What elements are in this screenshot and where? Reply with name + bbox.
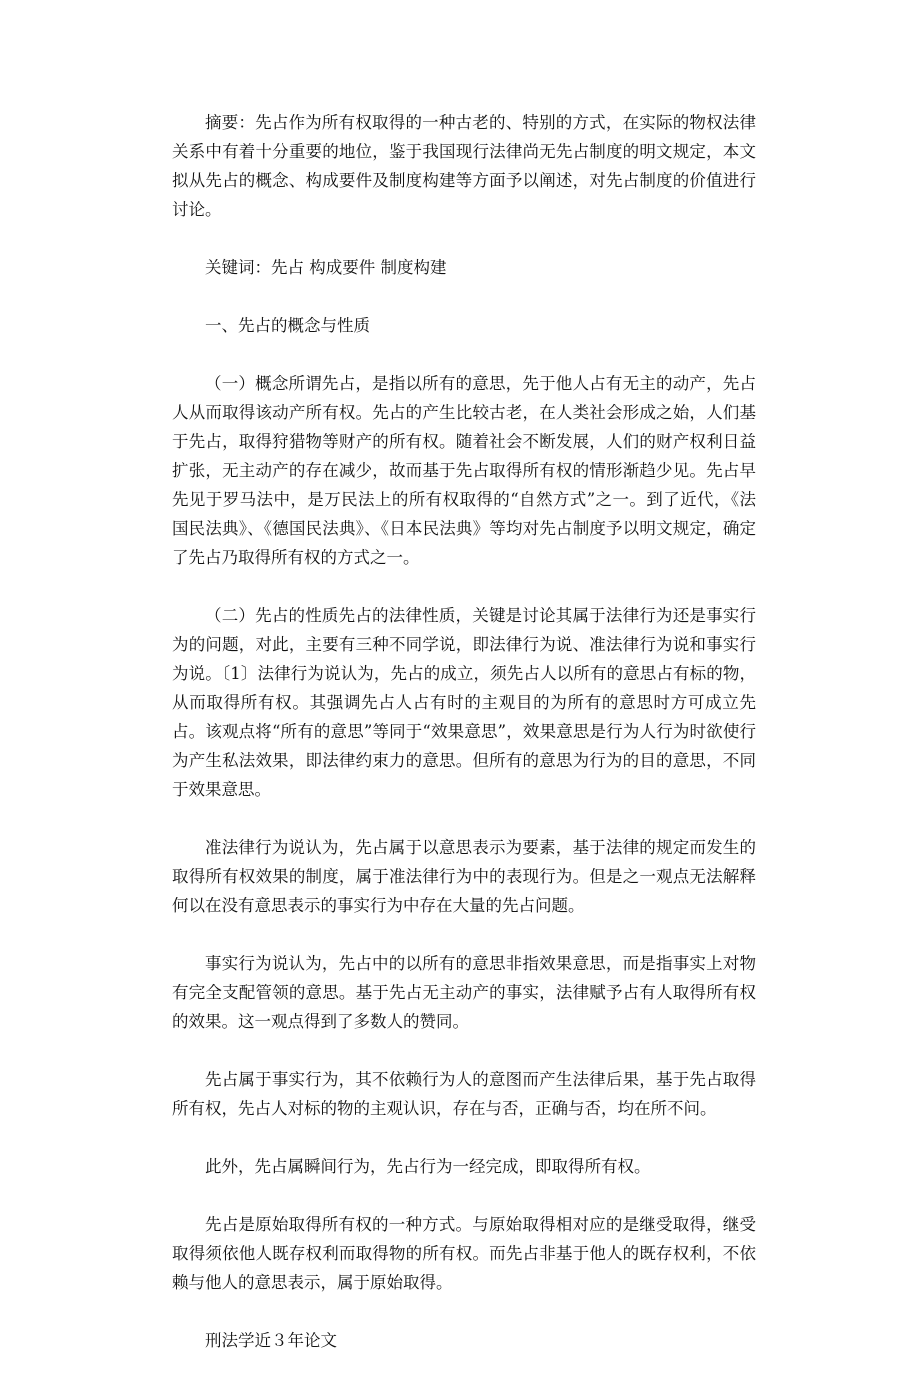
keywords-paragraph: 关键词：先占 构成要件 制度构建 <box>205 258 447 277</box>
quasi-legal-act-paragraph: 准法律行为说认为，先占属于以意思表示为要素，基于法律的规定而发生的取得所有权效果的制度，属于准法律行为中的表现行为。但是之一观点无法解释何以在没有意思表示的事实行为中存在大量的先占问题。 <box>172 838 756 915</box>
factual-act-paragraph: 事实行为说认为，先占中的以所有的意思非指效果意思，而是指事实上对物有完全支配管领的意思。基于先占无主动产的事实，法律赋予占有人取得所有权的效果。这一观点得到了多数人的赞同。 <box>172 954 756 1031</box>
footer-title-paragraph: 刑法学近３年论文 <box>205 1331 337 1350</box>
document-body <box>172 108 756 1384</box>
instant-act-paragraph: 此外，先占属瞬间行为，先占行为一经完成，即取得所有权。 <box>205 1157 651 1176</box>
original-acquisition-paragraph: 先占是原始取得所有权的一种方式。与原始取得相对应的是继受取得，继受取得须依他人既存权利而取得物的所有权。而先占非基于他人的既存权利，不依赖与他人的意思表示，属于原始取得。 <box>172 1215 756 1292</box>
section-heading: 一、先占的概念与性质 <box>205 316 370 335</box>
nature-paragraph: （二）先占的性质先占的法律性质，关键是讨论其属于法律行为还是事实行为的问题，对此，主要有三种不同学说，即法律行为说、准法律行为说和事实行为说。〔1〕法律行为说认为，先占的成立，须先占人以所有的意思占有标的物，从而取得所有权。其强调先占人占有时的主观目的为所有的意思时方可成立先占。该观点将“所有的意思”等同于“效果意思”，效果意思是行为人行为时欲使行为产生私法效果，即法律约束力的意思。但所有的意思为行为的目的意思，不同于效果意思。 <box>172 606 756 799</box>
factual-act-consequence-paragraph: 先占属于事实行为，其不依赖行为人的意图而产生法律后果，基于先占取得所有权，先占人对标的物的主观认识，存在与否，正确与否，均在所不问。 <box>172 1070 756 1118</box>
abstract-paragraph: 摘要：先占作为所有权取得的一种古老的、特别的方式，在实际的物权法律关系中有着十分重要的地位，鉴于我国现行法律尚无先占制度的明文规定，本文拟从先占的概念、构成要件及制度构建等方面予以阐述，对先占制度的价值进行讨论。 <box>172 113 756 219</box>
concept-paragraph: （一）概念所谓先占，是指以所有的意思，先于他人占有无主的动产，先占人从而取得该动产所有权。先占的产生比较古老，在人类社会形成之始，人们基于先占，取得狩猎物等财产的所有权。随着社会不断发展，人们的财产权利日益扩张，无主动产的存在减少，故而基于先占取得所有权的情形渐趋少见。先占早先见于罗马法中，是万民法上的所有权取得的“自然方式”之一。到了近代，《法国民法典》、《德国民法典》、《日本民法典》等均对先占制度予以明文规定，确定了先占乃取得所有权的方式之一。 <box>172 374 756 567</box>
